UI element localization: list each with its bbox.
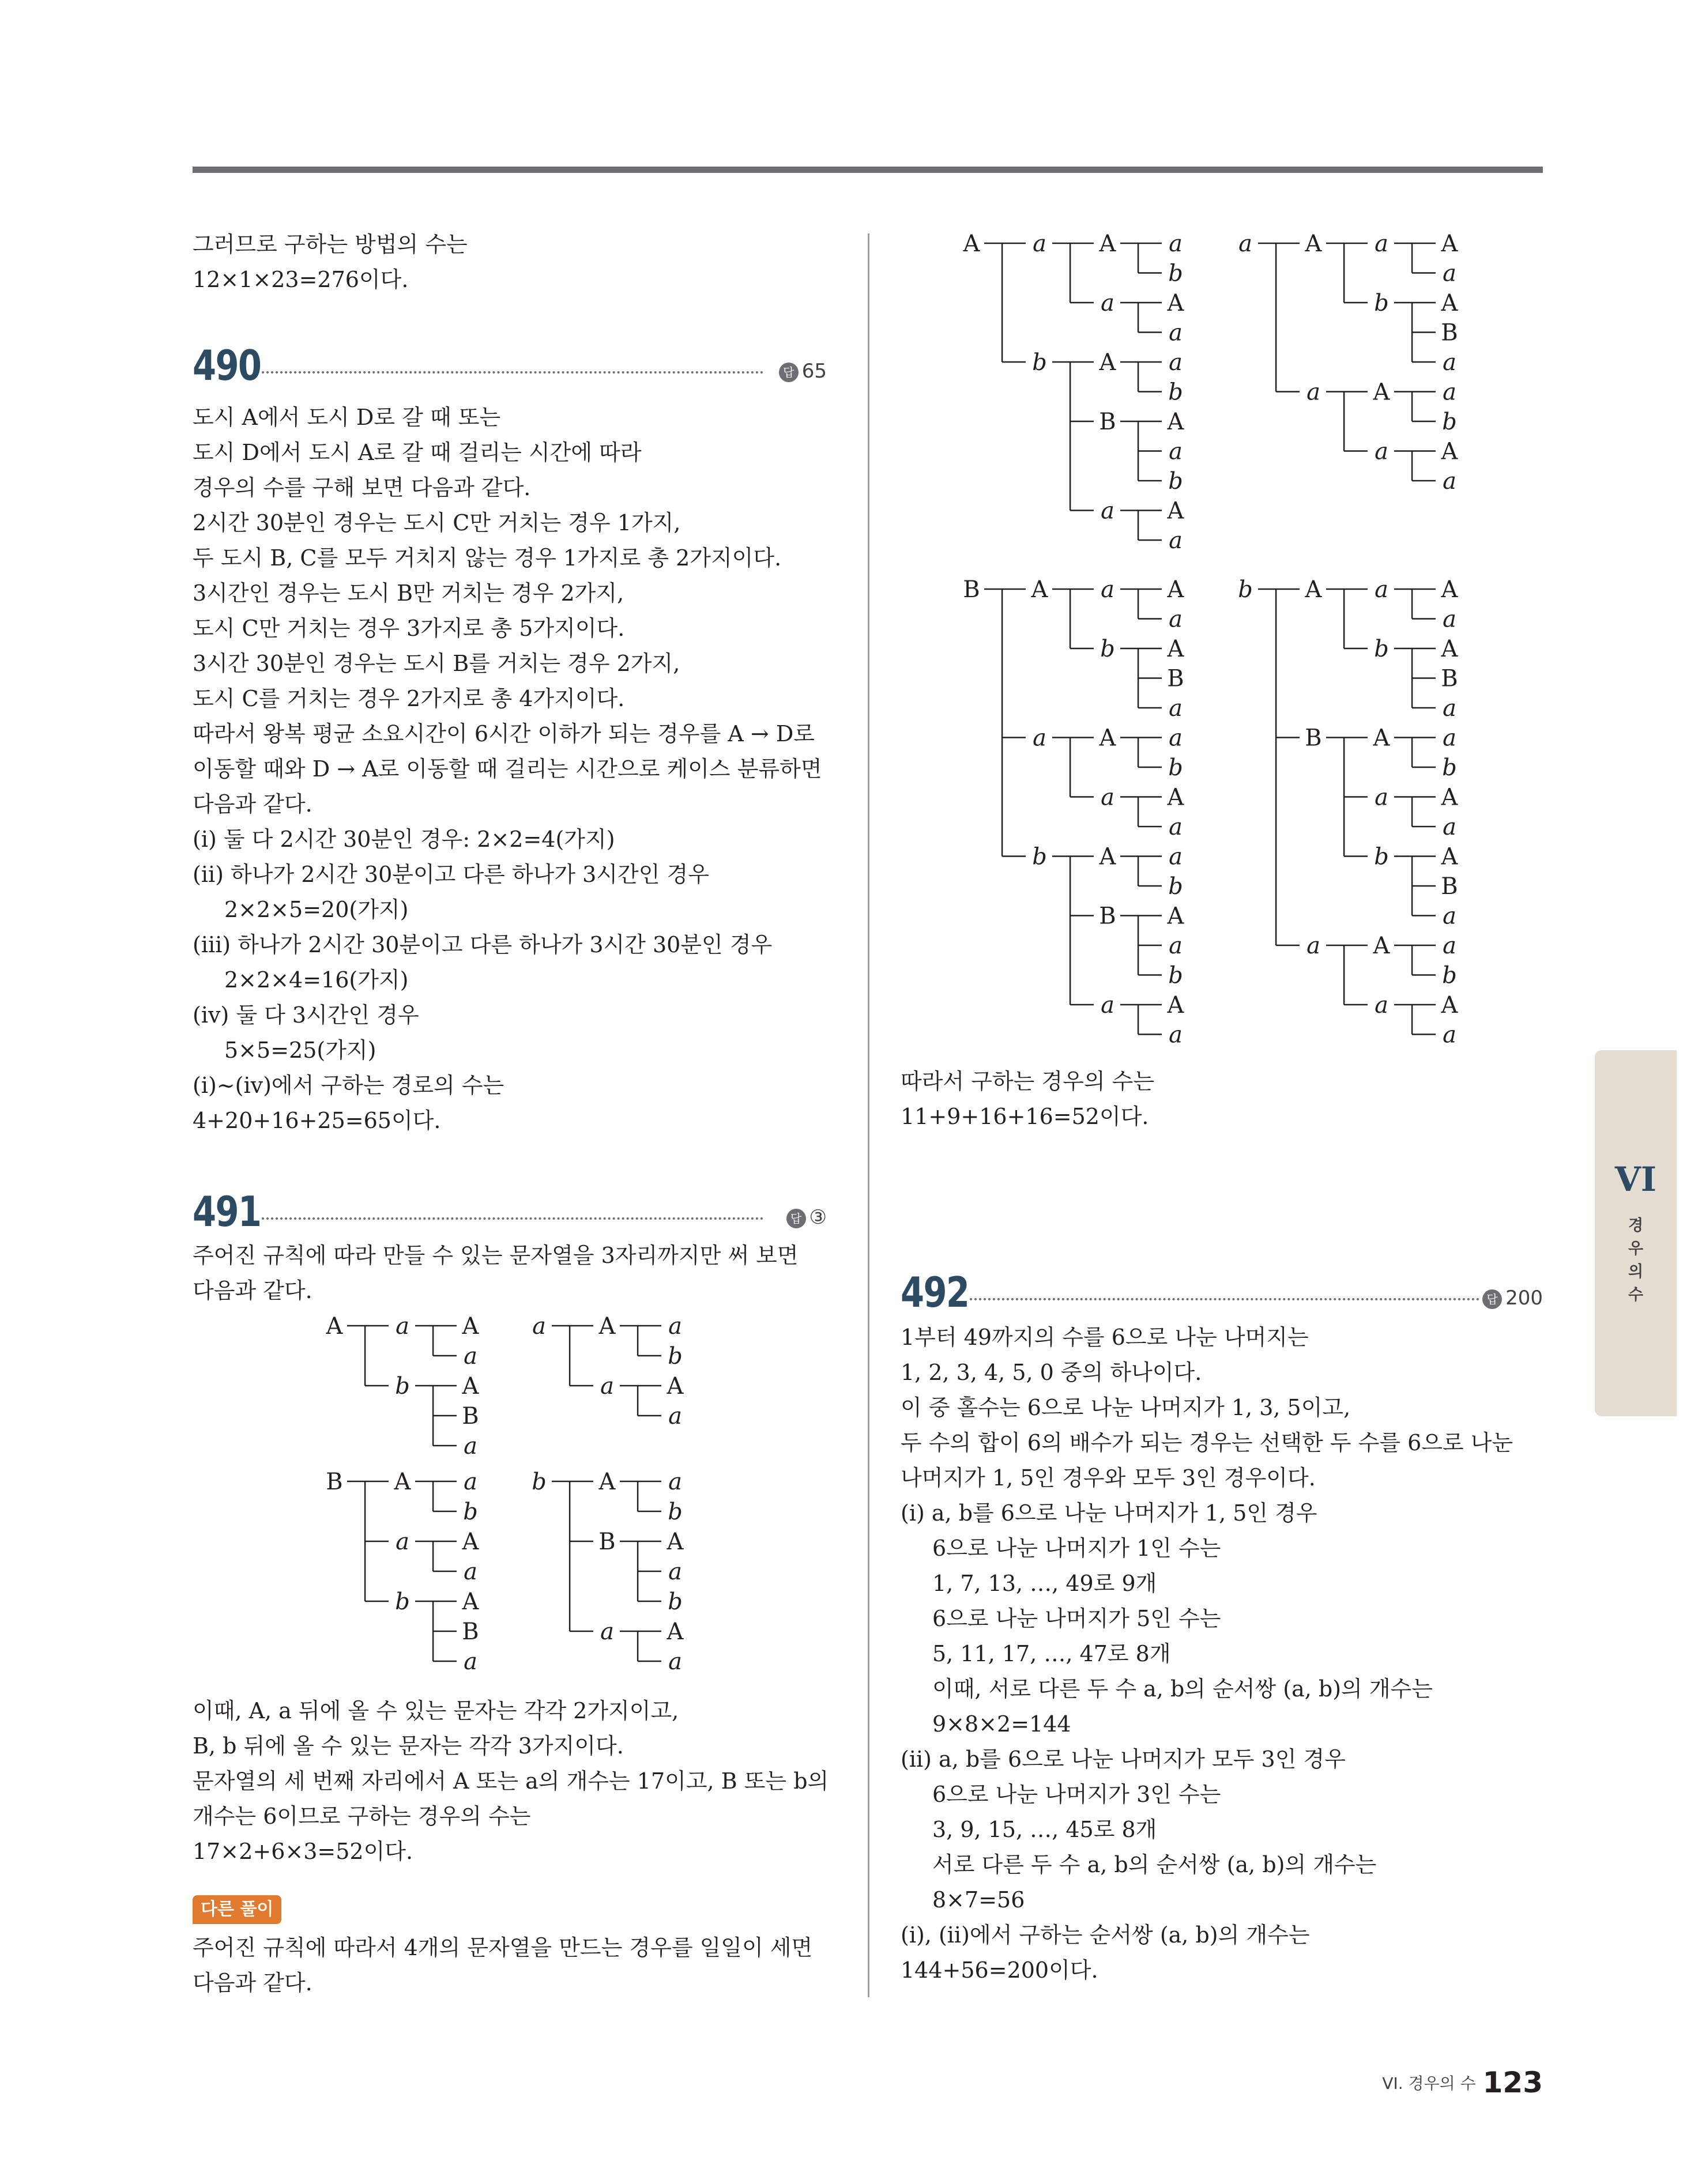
tree-node-label: a (1169, 695, 1183, 722)
tree-node-label: A (667, 1373, 684, 1400)
tree-node-label: a (1443, 468, 1456, 495)
tree-node-label: A (1167, 576, 1184, 603)
tree-node-label: a (1443, 725, 1456, 752)
tree-node-label: A (1099, 843, 1116, 870)
problem-492-header (901, 1261, 1543, 1317)
text-line: (ⅱ) 하나가 2시간 30분이고 다른 하나가 3시간인 경우 (193, 862, 709, 887)
chapter-title-char: 우 (1628, 1240, 1644, 1258)
top-rule (193, 167, 1543, 173)
chapter-title-vertical (1595, 1214, 1677, 1307)
tree-node-label: A (394, 1469, 411, 1495)
text-line: 3, 9, 15, …, 45로 8개 (932, 1817, 1157, 1842)
problem-492-solution (901, 1320, 1513, 1988)
tree-node-label: b (463, 1499, 478, 1525)
tree-node-label: A (1441, 576, 1458, 603)
tree-node-label: A (1099, 349, 1116, 376)
tree-node-label: a (668, 1649, 682, 1675)
tree-node-label: a (396, 1529, 409, 1555)
footer-section: VI. 경우의 수 (1382, 2074, 1476, 2093)
tree-node-label: a (668, 1469, 682, 1495)
tree-node-label: b (1374, 636, 1389, 662)
text-line: 2시간 30분인 경우는 도시 C만 거치는 경우 1가지, (193, 510, 681, 535)
text-line: 6으로 나눈 나머지가 3인 수는 (932, 1782, 1221, 1807)
text-line: 3시간인 경우는 도시 B만 거치는 경우 2가지, (193, 580, 624, 606)
tree-node-label: B (1305, 725, 1322, 752)
text-line: 9×8×2=144 (932, 1711, 1071, 1737)
text-line: 두 수의 합이 6의 배수가 되는 경우는 선택한 두 수를 6으로 나눈 (901, 1430, 1513, 1455)
answer-icon: 답 (1482, 1289, 1502, 1309)
tree-node-label: a (1306, 933, 1320, 959)
tree-node-label: b (1238, 576, 1253, 603)
tree-node-label: A (462, 1529, 479, 1555)
tree-node-label: B (326, 1469, 343, 1495)
tree-node-label: A (1167, 903, 1184, 930)
tree-node-label: a (464, 1649, 477, 1675)
tree-node-label: b (395, 1589, 410, 1615)
text-line: 개수는 6이므로 구하는 경우의 수는 (193, 1804, 531, 1829)
problem-491-explanation (193, 1693, 829, 1869)
text-line: 2×2×5=20(가지) (224, 897, 409, 922)
tree-node-label: a (1443, 814, 1456, 840)
text-line: (ⅳ) 둘 다 3시간인 경우 (193, 1002, 419, 1028)
tree-node-label: a (1169, 1021, 1183, 1048)
tree-node-label: b (1442, 755, 1457, 781)
tree-node-label: a (1375, 784, 1388, 811)
tree-node-label: A (1167, 409, 1184, 435)
tree-node-label: a (1238, 231, 1252, 257)
text-line: 17×2+6×3=52이다. (193, 1839, 413, 1864)
answer (786, 1206, 827, 1229)
tree-node-label: b (1442, 409, 1457, 435)
leader-dots (970, 1298, 1479, 1300)
text-line: (ⅰ) 둘 다 2시간 30분인 경우: 2×2=4(가지) (193, 827, 615, 852)
tree-node-label: b (1168, 755, 1183, 781)
text-line: 도시 C만 거치는 경우 3가지로 총 5가지이다. (193, 616, 625, 641)
tree-node-label: b (1168, 962, 1183, 989)
tree-node-label: B (1441, 665, 1458, 692)
text-line: (ⅰ), (ⅱ)에서 구하는 순서쌍 (a, b)의 개수는 (901, 1922, 1310, 1948)
tree-node-label: B (598, 1529, 616, 1555)
text-line: 1, 2, 3, 4, 5, 0 중의 하나이다. (901, 1360, 1202, 1385)
tree-node-label: a (1443, 349, 1456, 376)
tree-node-label: b (1374, 290, 1389, 316)
text-line: 이때, 서로 다른 두 수 a, b의 순서쌍 (a, b)의 개수는 (932, 1676, 1433, 1702)
tree-node-label: a (1375, 231, 1388, 257)
alternate-solution-badge: 다른 풀이 (193, 1895, 281, 1924)
text-line: 이동할 때와 D → A로 이동할 때 걸리는 시간으로 케이스 분류하면 (193, 756, 822, 782)
tree-node-label: a (1033, 725, 1046, 752)
text-line: 도시 A에서 도시 D로 갈 때 또는 (193, 405, 501, 430)
tree-node-label: a (1306, 379, 1320, 406)
tree-node-label: A (1305, 231, 1322, 257)
text-line: 12×1×23=276이다. (193, 267, 409, 292)
tree-node-label: a (1101, 497, 1114, 525)
tree-node-label: A (1167, 290, 1184, 316)
answer (1482, 1287, 1543, 1310)
tree-node-label: A (1441, 290, 1458, 316)
problem-number: 490 (193, 341, 261, 390)
text-line: 주어진 규칙에 따라서 4개의 문자열을 만드는 경우를 일일이 세면 (193, 1935, 813, 1960)
text-line: 4+20+16+25=65이다. (193, 1108, 441, 1133)
tree-node-label: A (462, 1313, 479, 1340)
text-line: 문자열의 세 번째 자리에서 A 또는 a의 개수는 17이고, B 또는 b의 (193, 1768, 829, 1794)
text-line: 도시 D에서 도시 A로 갈 때 걸리는 시간에 따라 (193, 440, 642, 465)
tree-node-label: A (1031, 576, 1048, 603)
text-line: 6으로 나눈 나머지가 5인 수는 (932, 1606, 1221, 1631)
tree-node-label: a (1169, 606, 1183, 633)
tree-node-label: A (1441, 636, 1458, 662)
answer (779, 360, 827, 383)
problem-490-solution (193, 400, 822, 1138)
answer-icon: 답 (786, 1209, 806, 1228)
problem-number: 492 (901, 1268, 969, 1317)
answer-value: ③ (809, 1206, 827, 1229)
page-number: 123 (1482, 2066, 1543, 2099)
tree-node-label: b (1032, 843, 1047, 870)
tree-node-label: B (462, 1403, 479, 1429)
tree-node-label: a (396, 1313, 409, 1340)
tree-node-label: a (1375, 438, 1388, 465)
problem-number: 491 (193, 1187, 261, 1236)
tree-node-label: A (1373, 933, 1390, 959)
tree-node-label: b (668, 1499, 683, 1525)
text-line: 5, 11, 17, …, 47로 8개 (932, 1641, 1171, 1666)
tree-node-label: A (1373, 725, 1390, 752)
tree-node-label: a (1033, 231, 1046, 257)
tree-node-label: a (600, 1373, 614, 1400)
tree-node-label: B (1099, 903, 1116, 930)
tree-node-label: a (1443, 260, 1456, 287)
leader-dots (262, 1217, 763, 1220)
tree-node-label: A (462, 1373, 479, 1400)
tree-node-label: b (395, 1373, 410, 1400)
tree-node-label: a (1169, 814, 1183, 840)
text-line: 5×5=25(가지) (224, 1038, 376, 1063)
text-line: 도시 C를 거치는 경우 2가지로 총 4가지이다. (193, 686, 625, 711)
tree-node-label: a (1169, 527, 1183, 554)
tree-node-label: b (668, 1343, 683, 1370)
page-footer (1382, 2066, 1543, 2099)
tree-node-label: A (1099, 231, 1116, 257)
tree-node-label: a (1101, 576, 1114, 603)
text-line: 그러므로 구하는 방법의 수는 (193, 232, 468, 257)
chapter-side-tab[interactable] (1595, 1050, 1677, 1416)
tree-node-label: a (1443, 606, 1456, 633)
text-line: 3시간 30분인 경우는 도시 B를 거치는 경우 2가지, (193, 651, 680, 676)
text-line: 144+56=200이다. (901, 1957, 1098, 1983)
tree-node-label: A (963, 231, 980, 257)
tree-node-label: a (1375, 576, 1388, 603)
text-line: 이때, A, a 뒤에 올 수 있는 문자는 각각 2가지이고, (193, 1698, 679, 1723)
tree-node-label: a (1169, 933, 1183, 959)
problem-491-intro (193, 1238, 799, 1308)
tree-node-label: A (598, 1313, 616, 1340)
tree-node-label: a (1169, 349, 1183, 376)
tree-node-label: A (1441, 843, 1458, 870)
four-letter-tree-diagram (960, 232, 1594, 1102)
tree-node-label: a (464, 1469, 477, 1495)
tree-node-label: A (1441, 231, 1458, 257)
tree-node-label: a (1169, 843, 1183, 870)
tree-node-label: b (1374, 843, 1389, 870)
tree-node-label: A (1441, 438, 1458, 465)
tree-node-label: A (1373, 379, 1390, 406)
answer-icon: 답 (779, 363, 799, 382)
tree-node-label: B (1441, 319, 1458, 346)
text-line: (ⅰ)~(ⅳ)에서 구하는 경로의 수는 (193, 1073, 504, 1098)
tree-node-label: a (668, 1313, 682, 1340)
tree-node-label: a (600, 1619, 614, 1645)
leader-dots (262, 371, 763, 374)
tree-node-label: a (1375, 992, 1388, 1019)
tree-node-label: B (1099, 409, 1116, 435)
tree-node-label: a (1101, 784, 1114, 811)
tree-node-label: A (667, 1529, 684, 1555)
prev-solution-tail (193, 227, 468, 297)
tree-node-label: a (532, 1313, 546, 1340)
text-line: 따라서 왕복 평균 소요시간이 6시간 이하가 되는 경우를 A → D로 (193, 721, 815, 746)
tree-node-label: a (1169, 725, 1183, 752)
text-line: 따라서 구하는 경우의 수는 (901, 1069, 1155, 1094)
text-line: (ⅱ) a, b를 6으로 나눈 나머지가 모두 3인 경우 (901, 1747, 1346, 1772)
tree-node-label: A (1167, 992, 1184, 1019)
tree-node-label: B (462, 1619, 479, 1645)
text-line: 다음과 같다. (193, 791, 312, 817)
tree-node-label: b (1100, 636, 1115, 662)
tree-node-label: a (1443, 933, 1456, 959)
tree-node-label: b (532, 1469, 547, 1495)
tree-node-label: a (1443, 695, 1456, 722)
answer-value: 200 (1505, 1287, 1543, 1310)
tree-node-label: A (598, 1469, 616, 1495)
tree-node-label: A (1305, 576, 1322, 603)
tree-node-label: A (667, 1619, 684, 1645)
tree-node-label: b (1168, 468, 1183, 495)
tree-node-label: a (1169, 231, 1183, 257)
tree-node-label: A (1167, 636, 1184, 662)
tree-node-label: a (464, 1433, 477, 1459)
tree-node-label: a (668, 1403, 682, 1429)
tree-node-label: a (1443, 379, 1456, 406)
text-line: 1, 7, 13, …, 49로 9개 (932, 1571, 1157, 1596)
chapter-title-char: 수 (1628, 1286, 1644, 1304)
tree-node-label: a (464, 1343, 477, 1370)
chapter-title-char: 경 (1628, 1217, 1644, 1235)
text-line: (ⅰ) a, b를 6으로 나눈 나머지가 1, 5인 경우 (901, 1500, 1317, 1526)
tree-node-label: B (1441, 873, 1458, 900)
tree-node-label: a (1169, 319, 1183, 346)
text-line: 다음과 같다. (193, 1278, 312, 1303)
text-line: 주어진 규칙에 따라 만들 수 있는 문자열을 3자리까지만 써 보면 (193, 1243, 799, 1268)
tree-node-label: a (1101, 290, 1114, 316)
tree-conclusion (901, 1064, 1154, 1134)
text-line: 서로 다른 두 수 a, b의 순서쌍 (a, b)의 개수는 (932, 1852, 1377, 1877)
tree-node-label: a (1101, 992, 1114, 1019)
tree-node-label: b (1168, 873, 1183, 900)
text-line: B, b 뒤에 올 수 있는 문자는 각각 3가지이다. (193, 1733, 624, 1759)
chapter-roman-numeral: VI (1614, 1160, 1657, 1199)
tree-node-label: A (1167, 497, 1184, 525)
tree-node-label: a (464, 1559, 477, 1585)
text-line: (ⅲ) 하나가 2시간 30분이고 다른 하나가 3시간 30분인 경우 (193, 932, 773, 957)
text-line: 8×7=56 (932, 1887, 1025, 1913)
text-line: 11+9+16+16=52이다. (901, 1104, 1149, 1129)
tree-node-label: A (1167, 784, 1184, 811)
text-line: 1부터 49까지의 수를 6으로 나눈 나머지는 (901, 1325, 1309, 1350)
chapter-title-char: 의 (1628, 1263, 1644, 1281)
answer-value: 65 (801, 360, 827, 383)
tree-node-label: b (1168, 260, 1183, 287)
problem-491-header (193, 1180, 827, 1236)
tree-node-label: A (1441, 784, 1458, 811)
text-line: 경우의 수를 구해 보면 다음과 같다. (193, 475, 531, 500)
tree-node-label: A (1441, 992, 1458, 1019)
text-line: 두 도시 B, C를 모두 거치지 않는 경우 1가지로 총 2가지이다. (193, 545, 782, 571)
text-line: 나머지가 1, 5인 경우와 모두 3인 경우이다. (901, 1465, 1316, 1491)
tree-node-label: b (1032, 349, 1047, 376)
tree-node-label: a (1443, 903, 1456, 930)
tree-node-label: a (668, 1559, 682, 1585)
tree-node-label: a (1443, 1021, 1456, 1048)
tree-node-label: A (1099, 725, 1116, 752)
tree-node-label: B (963, 576, 980, 603)
tree-node-label: b (668, 1589, 683, 1615)
text-line: 다음과 같다. (193, 1970, 312, 1996)
tree-node-label: A (326, 1313, 343, 1340)
text-line: 6으로 나눈 나머지가 1인 수는 (932, 1536, 1221, 1561)
tree-node-label: A (462, 1589, 479, 1615)
text-line: 이 중 홀수는 6으로 나눈 나머지가 1, 3, 5이고, (901, 1395, 1351, 1420)
problem-490-header (193, 334, 827, 390)
alternate-solution-text (193, 1930, 812, 2001)
tree-node-label: b (1168, 379, 1183, 406)
tree-node-label: a (1169, 438, 1183, 465)
tree-node-label: B (1167, 665, 1184, 692)
text-line: 2×2×4=16(가지) (224, 967, 409, 993)
tree-node-label: b (1442, 962, 1457, 989)
